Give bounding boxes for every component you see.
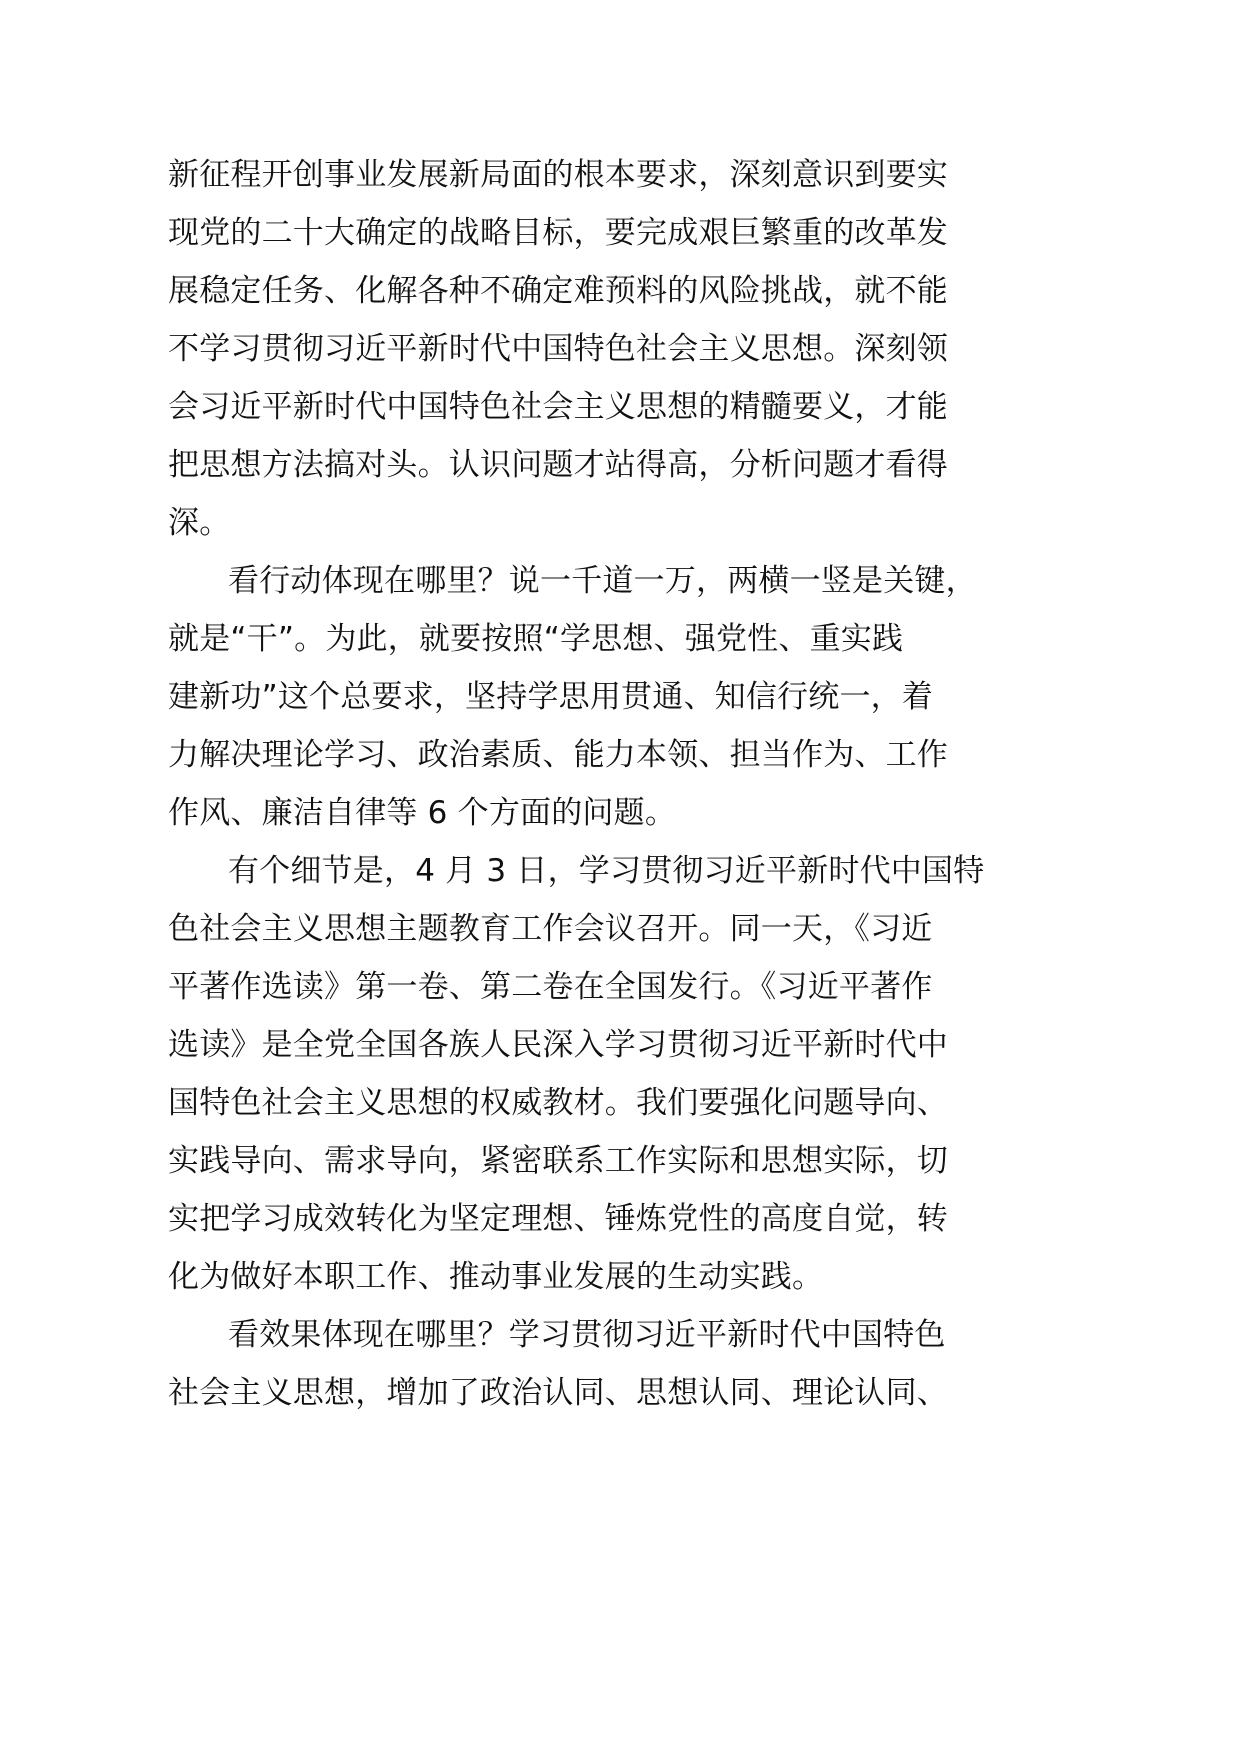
text-line: 选读》是全党全国各族人民深入学习贯彻习近平新时代中 [168,1027,948,1063]
text-line: 社会主义思想，增加了政治认同、思想认同、理论认同、 [168,1375,948,1411]
paragraph-first-line: 看效果体现在哪里？学习贯彻习近平新时代中国特色 [228,1317,946,1353]
text-line: 不学习贯彻习近平新时代中国特色社会主义思想。深刻领 [168,331,948,367]
text-line: 就是“干”。为此，就要按照“学思想、强党性、重实践 [168,621,904,657]
text-line: 实践导向、需求导向，紧密联系工作实际和思想实际，切 [168,1143,948,1179]
text-line: 深。 [168,505,231,541]
text-line: 会习近平新时代中国特色社会主义思想的精髓要义，才能 [168,389,948,425]
text-line: 把思想方法搞对头。认识问题才站得高，分析问题才看得 [168,447,948,483]
text-line: 力解决理论学习、政治素质、能力本领、担当作为、工作 [168,737,948,773]
text-line: 化为做好本职工作、推动事业发展的生动实践。 [168,1259,824,1295]
text-line: 实把学习成效转化为坚定理想、锤炼党性的高度自觉，转 [168,1201,948,1237]
text-line: 作风、廉洁自律等 6 个方面的问题。 [168,795,677,831]
text-line: 色社会主义思想主题教育工作会议召开。同一天，《习近 [168,911,933,947]
text-line: 新征程开创事业发展新局面的根本要求，深刻意识到要实 [168,157,948,193]
text-line: 国特色社会主义思想的权威教材。我们要强化问题导向、 [168,1085,948,1121]
text-line: 现党的二十大确定的战略目标，要完成艰巨繁重的改革发 [168,215,948,251]
paragraph-first-line: 看行动体现在哪里？说一千道一万，两横一竖是关键， [228,563,977,599]
text-line: 平著作选读》第一卷、第二卷在全国发行。《习近平著作 [168,969,933,1005]
text-line: 展稳定任务、化解各种不确定难预料的风险挑战，就不能 [168,273,948,309]
body-text [168,146,985,1422]
paragraph-first-line: 有个细节是，4 月 3 日，学习贯彻习近平新时代中国特 [228,853,985,889]
text-line: 建新功”这个总要求，坚持学思用贯通、知信行统一，着 [168,679,934,715]
